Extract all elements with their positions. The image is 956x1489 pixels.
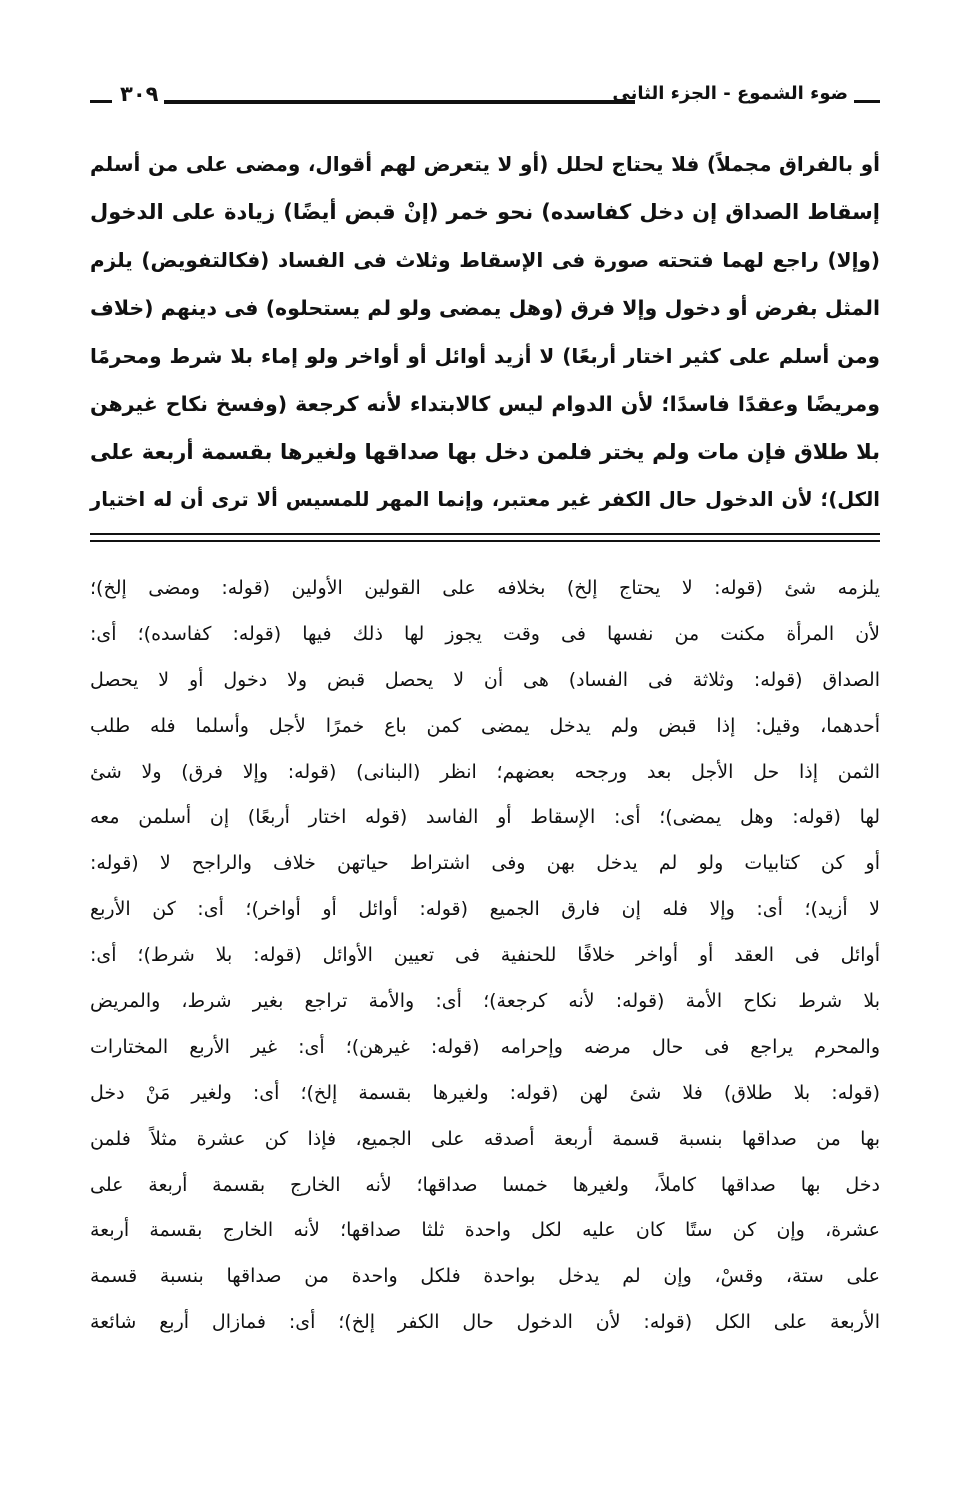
note-line: أو كن كتابيات ولو لم يدخل بهن وفى اشتراط حياتهن خلاف والراجح لا (قوله:: [90, 852, 880, 875]
note-line: أحدهما، وقيل: إذا قبض ولم يدخل يمضى كمن باع خمرًا لأجل وأسلما فله طلب: [90, 714, 880, 737]
commentary-text: [90, 566, 880, 1346]
page-header: [90, 82, 880, 116]
main-line: ومن أسلم على كثير اختار أربعًا) لا أزيد أوائل أو أواخر ولو إماء بلا شرط ومحرمًا: [90, 344, 880, 368]
header-dash-left: [90, 100, 112, 103]
note-line: والمحرم يراجع فى حال مرضه وإحرامه (قوله: غيرهن)؛ أى: غير الأربع المختارات: [90, 1035, 880, 1058]
main-line: ومريضًا وعقدًا فاسدًا؛ لأن الدوام ليس كالابتداء لأنه كرجعة (وفسخ نكاح غيرهن: [90, 392, 880, 416]
note-line: بلا شرط نكاح الأمة (قوله: لأنه كرجعة)؛ أى: والأمة تراجع بغير شرط، والمريض: [90, 990, 880, 1013]
note-line: لها (قوله: وهل يمضى)؛ أى: الإسقاط أو الفاسد (قوله اختار أربعًا) إن أسلمن معه: [90, 806, 880, 829]
main-line: بلا طلاق فإن مات ولم يختر فلمن دخل بها صداقها ولغيرها بقسمة أربعة على: [90, 440, 880, 464]
note-line: الأربعة على الكل (قوله: لأن الدخول حال الكفر إلخ)؛ أى: فمازال أربع شائعة: [90, 1311, 880, 1334]
note-line: يلزمه شئ (قوله: لا يحتاج إلخ) بخلافه على القولين الأولين (قوله: ومضى إلخ)؛: [90, 577, 880, 599]
page-number: ٣٠٩: [120, 82, 159, 106]
note-line: بها من صداقها بنسبة قسمة أربعة أصدقه على الجميع، فإذا كن عشرة مثلاً فلمن: [90, 1127, 880, 1150]
note-line: دخل بها صداقها كاملاً، ولغيرها خمسا صداقها؛ لأنه الخارج بقسمة أربعة على: [90, 1173, 880, 1196]
footnote-separator: [90, 533, 880, 542]
note-line: الثمن إذا حل الأجل بعد ورجحه بعضهم؛ انظر (البنانى) (قوله: وإلا فرق) ولا شئ: [90, 760, 880, 783]
separator-rule-top: [90, 533, 880, 535]
note-line: (قوله: بلا طلاق) فلا شئ لهن (قوله: ولغيرها بقسمة إلخ)؛ أى: ولغير مَنْ دخل: [90, 1081, 880, 1104]
note-line: أوائل فى العقد أو أواخر خلافًا للحنفية فى تعيين الأوائل (قوله: بلا شرط)؛ أى:: [90, 944, 880, 967]
running-title: ضوء الشموع - الجزء الثانى: [612, 83, 848, 104]
note-line: لا أزيد)؛ أى: وإلا فله إن فارق الجميع (قوله: أوائل أو أواخر)؛ أى: كن الأربع: [90, 898, 880, 921]
note-line: لأن المرأة مكنت من نفسها فى وقت يجوز لها ذلك فيها (قوله: كفاسده)؛ أى:: [90, 622, 880, 645]
main-line: إسقاط الصداق إن دخل كفاسده) نحو خمر (إنْ قبض أيضًا) زيادة على الدخول: [90, 200, 880, 224]
note-line: عشرة، وإن كن ستًا كان عليه لكل واحدة ثلثا صداقها؛ لأنه الخارج بقسمة أربعة: [90, 1219, 880, 1242]
header-dash-right: [854, 100, 880, 103]
note-line: على ستة، وقسْ، وإن لم يدخل بواحدة فلكل واحدة من صداقها بنسبة قسمة: [90, 1265, 880, 1288]
header-rule: [164, 100, 635, 104]
main-line: (وإلا) راجع لهما فتحته صورة فى الإسقاط وثلاث فى الفساد (فكالتفويض) يلزم: [90, 248, 880, 272]
main-line: أو بالفراق مجملاً) فلا يحتاج لحلل (أو لا يتعرض لهم أقوال، ومضى على من أسلم: [90, 152, 880, 176]
main-line: المثل بفرض أو دخول وإلا فرق (وهل يمضى ولو لم يستحلوه) فى دينهم (خلاف: [90, 296, 880, 320]
note-line: الصداق (قوله: وثلاثة فى الفساد) هى أن لا يحصل قبض ولا دخول أو لا يحصل: [90, 668, 880, 691]
main-text: [90, 140, 880, 524]
main-line: الكل)؛ لأن الدخول حال الكفر غير معتبر، وإنما المهر للمسيس ألا ترى أن له اختيار: [90, 488, 880, 511]
separator-rule-bottom: [90, 540, 880, 542]
